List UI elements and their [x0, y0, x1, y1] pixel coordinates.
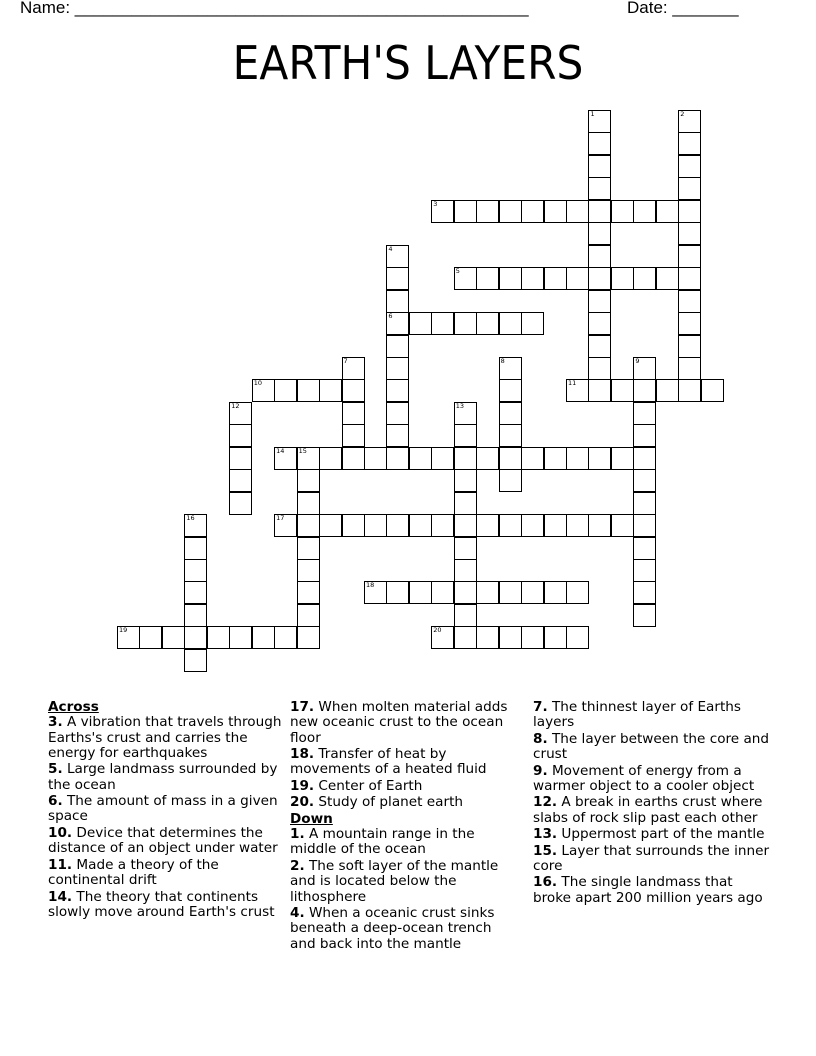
crossword-cell[interactable] [297, 604, 320, 627]
crossword-cell[interactable] [386, 514, 409, 537]
name-field-label: Name: ________________________________________________ [20, 0, 529, 17]
crossword-cell[interactable] [633, 581, 656, 604]
crossword-cell[interactable] [297, 492, 320, 515]
crossword-cell[interactable] [454, 559, 477, 582]
crossword-cell[interactable] [566, 581, 589, 604]
crossword-cell[interactable] [476, 626, 499, 649]
crossword-cell[interactable] [431, 447, 454, 470]
crossword-cell[interactable] [386, 447, 409, 470]
clue-text: Center of Earth [318, 777, 423, 794]
crossword-cell[interactable] [117, 626, 140, 649]
crossword-cell[interactable] [297, 559, 320, 582]
page-title: EARTH'S LAYERS [232, 36, 584, 90]
crossword-cell[interactable] [454, 604, 477, 627]
crossword-cell[interactable] [633, 492, 656, 515]
crossword-cell[interactable] [611, 200, 634, 223]
clue-number-label: 9 [635, 356, 640, 365]
clue-across-14 [48, 890, 284, 921]
crossword-cell[interactable] [566, 514, 589, 537]
clue-text: The theory that continents slowly move around Earth's crust [48, 888, 275, 920]
clue-number-label: 11 [568, 379, 577, 388]
clue-number: 17. [290, 699, 315, 715]
crossword-cell[interactable] [656, 267, 679, 290]
crossword-cell[interactable] [476, 200, 499, 223]
crossword-cell[interactable] [319, 379, 342, 402]
crossword-cell[interactable] [499, 581, 522, 604]
crossword-cell[interactable] [184, 649, 207, 672]
crossword-cell[interactable] [342, 424, 365, 447]
crossword-cell[interactable] [678, 290, 701, 313]
crossword-cell[interactable] [386, 290, 409, 313]
crossword-cell[interactable] [454, 402, 477, 425]
crossword-cell[interactable] [454, 267, 477, 290]
crossword-cell[interactable] [274, 514, 297, 537]
crossword-cell[interactable] [521, 447, 544, 470]
across-heading: Across [48, 699, 99, 715]
clue-text: Transfer of heat by movements of a heated fluid [290, 746, 487, 778]
crossword-cell[interactable] [499, 379, 522, 402]
crossword-cell[interactable] [431, 581, 454, 604]
crossword-cell[interactable] [454, 447, 477, 470]
crossword-cell[interactable] [499, 267, 522, 290]
crossword-cell[interactable] [342, 357, 365, 380]
crossword-cell[interactable] [566, 626, 589, 649]
crossword-cell[interactable] [678, 379, 701, 402]
crossword-cell[interactable] [454, 469, 477, 492]
clue-down-7 [533, 700, 773, 731]
clue-text: The thinnest layer of Earths layers [533, 699, 741, 731]
clue-across-18 [290, 747, 520, 778]
crossword-cell[interactable] [431, 626, 454, 649]
clue-down-15 [533, 844, 773, 875]
clue-number-label: 5 [455, 267, 460, 276]
clue-text: Device that determines the distance of an object under water [48, 824, 278, 857]
crossword-cell[interactable] [476, 312, 499, 335]
crossword-cell[interactable] [521, 514, 544, 537]
crossword-cell[interactable] [229, 492, 252, 515]
clue-across-11 [48, 858, 284, 889]
clue-across-6 [48, 794, 284, 825]
crossword-cell[interactable] [521, 581, 544, 604]
clue-number: 3. [48, 714, 63, 731]
crossword-cell[interactable] [588, 379, 611, 402]
crossword-cell[interactable] [297, 626, 320, 649]
crossword-cell[interactable] [184, 581, 207, 604]
crossword-cell[interactable] [633, 402, 656, 425]
clue-number-label: 6 [388, 312, 393, 321]
clues-column-1 [48, 700, 284, 921]
crossword-cell[interactable] [252, 379, 275, 402]
crossword-cell[interactable] [207, 626, 230, 649]
crossword-cell[interactable] [633, 514, 656, 537]
clue-text: A break in earths crust where slabs of rock slip past each other [533, 794, 763, 826]
clue-number-label: 18 [365, 581, 375, 590]
clue-number: 5. [48, 761, 63, 778]
clue-across-19 [290, 779, 520, 794]
crossword-cell[interactable] [544, 626, 567, 649]
clue-number: 16. [533, 874, 558, 891]
crossword-cell[interactable] [386, 267, 409, 290]
crossword-cell[interactable] [386, 357, 409, 380]
crossword-cell[interactable] [701, 379, 724, 402]
crossword-cell[interactable] [454, 537, 477, 560]
crossword-cell[interactable] [633, 379, 656, 402]
crossword-cell[interactable] [588, 132, 611, 155]
crossword-cell[interactable] [184, 559, 207, 582]
crossword-cell[interactable] [476, 581, 499, 604]
crossword-cell[interactable] [633, 447, 656, 470]
crossword-cell[interactable] [678, 267, 701, 290]
crossword-cell[interactable] [633, 200, 656, 223]
clue-across-5 [48, 762, 284, 793]
clue-number: 8. [533, 730, 548, 747]
clue-number: 1. [290, 826, 305, 843]
clue-number: 6. [48, 793, 63, 810]
crossword-cell[interactable] [274, 379, 297, 402]
down-heading: Down [290, 810, 333, 827]
crossword-cell[interactable] [386, 402, 409, 425]
clue-number: 20. [290, 794, 315, 811]
crossword-cell[interactable] [409, 581, 432, 604]
crossword-cell[interactable] [521, 267, 544, 290]
crossword-cell[interactable] [386, 312, 409, 335]
clue-text: A vibration that travels through Earths's crust and carries the energy for earthquakes [48, 714, 282, 761]
clue-number: 19. [290, 777, 315, 794]
crossword-cell[interactable] [611, 514, 634, 537]
crossword-cell[interactable] [588, 514, 611, 537]
crossword-cell[interactable] [364, 514, 387, 537]
crossword-cell[interactable] [252, 626, 275, 649]
crossword-cell[interactable] [184, 626, 207, 649]
crossword-cell[interactable] [476, 267, 499, 290]
crossword-cell[interactable] [364, 447, 387, 470]
crossword-cell[interactable] [499, 200, 522, 223]
crossword-cell[interactable] [521, 626, 544, 649]
clue-number: 13. [533, 826, 558, 843]
crossword-cell[interactable] [521, 200, 544, 223]
clue-number: 2. [290, 857, 305, 874]
crossword-cell[interactable] [319, 514, 342, 537]
date-field-label: Date: _______ [627, 0, 739, 17]
clue-number-label: 20 [433, 626, 442, 635]
crossword-cell[interactable] [633, 537, 656, 560]
crossword-cell[interactable] [588, 335, 611, 358]
crossword-cell[interactable] [588, 290, 611, 313]
crossword-cell[interactable] [162, 626, 185, 649]
crossword-cell[interactable] [521, 312, 544, 335]
crossword-cell[interactable] [588, 110, 611, 133]
crossword-cell[interactable] [454, 424, 477, 447]
crossword-cell[interactable] [454, 200, 477, 223]
clue-text: Large landmass surrounded by the ocean [48, 761, 278, 793]
crossword-cell[interactable] [588, 245, 611, 268]
clues-column-3 [533, 700, 773, 907]
clue-text: The layer between the core and crust [533, 730, 770, 763]
clue-across-17 [290, 700, 520, 746]
crossword-cell[interactable] [229, 402, 252, 425]
crossword-cell[interactable] [499, 424, 522, 447]
clue-number: 15. [533, 842, 558, 859]
crossword-cell[interactable] [499, 469, 522, 492]
clue-across-20 [290, 795, 520, 810]
crossword-cell[interactable] [229, 626, 252, 649]
crossword-cell[interactable] [678, 222, 701, 245]
clue-down-13 [533, 827, 773, 842]
crossword-cell[interactable] [499, 312, 522, 335]
clue-number-label: 15 [298, 446, 307, 455]
crossword-cell[interactable] [678, 200, 701, 223]
crossword-cell[interactable] [184, 514, 207, 537]
crossword-cell[interactable] [678, 110, 701, 133]
crossword-cell[interactable] [588, 155, 611, 178]
crossword-cell[interactable] [588, 177, 611, 200]
crossword-cell[interactable] [297, 514, 320, 537]
clue-number-label: 14 [276, 446, 285, 455]
clue-text: When a oceanic crust sinks beneath a deep-ocean trench and back into the mantle [290, 904, 495, 952]
clue-text: A mountain range in the middle of the ocean [290, 826, 475, 858]
crossword-cell[interactable] [454, 492, 477, 515]
crossword-cell[interactable] [544, 267, 567, 290]
crossword-cell[interactable] [588, 312, 611, 335]
clue-number-label: 7 [343, 356, 348, 365]
crossword-cell[interactable] [678, 155, 701, 178]
crossword-cell[interactable] [633, 424, 656, 447]
clue-down-9 [533, 764, 773, 795]
crossword-cell[interactable] [633, 357, 656, 380]
crossword-cell[interactable] [229, 469, 252, 492]
crossword-cell[interactable] [409, 312, 432, 335]
crossword-cell[interactable] [139, 626, 162, 649]
clue-number-label: 12 [231, 401, 240, 410]
crossword-cell[interactable] [229, 424, 252, 447]
crossword-cell[interactable] [588, 222, 611, 245]
crossword-cell[interactable] [678, 357, 701, 380]
clue-number-label: 4 [388, 244, 393, 253]
clue-number-label: 13 [455, 401, 465, 410]
crossword-cell[interactable] [499, 402, 522, 425]
clue-number: 4. [290, 904, 305, 921]
crossword-cell[interactable] [678, 312, 701, 335]
clue-down-4 [290, 906, 520, 952]
crossword-cell[interactable] [297, 447, 320, 470]
crossword-cell[interactable] [342, 447, 365, 470]
crossword-cell[interactable] [499, 514, 522, 537]
crossword-cell[interactable] [611, 267, 634, 290]
crossword-cell[interactable] [678, 132, 701, 155]
clue-text: Movement of energy from a warmer object to a cooler object [533, 762, 755, 794]
crossword-cell[interactable] [274, 626, 297, 649]
clue-number: 9. [533, 762, 548, 779]
clue-number-label: 17 [276, 514, 285, 523]
crossword-cell[interactable] [678, 177, 701, 200]
crossword-cell[interactable] [386, 379, 409, 402]
crossword-cell[interactable] [611, 447, 634, 470]
clue-down-12 [533, 795, 773, 826]
crossword-cell[interactable] [184, 604, 207, 627]
clue-text: The single landmass that broke apart 200 million years ago [533, 874, 763, 906]
clue-text: The amount of mass in a given space [48, 793, 278, 825]
crossword-cell[interactable] [454, 514, 477, 537]
crossword-cell[interactable] [678, 245, 701, 268]
clue-number: 10. [48, 824, 73, 841]
crossword-cell[interactable] [633, 559, 656, 582]
clue-number: 12. [533, 794, 558, 811]
crossword-cell[interactable] [297, 537, 320, 560]
crossword-cell[interactable] [678, 335, 701, 358]
crossword-cell[interactable] [342, 402, 365, 425]
clue-across-3 [48, 715, 284, 761]
clue-down-8 [533, 732, 773, 763]
clue-number-label: 10 [253, 379, 262, 388]
crossword-cell[interactable] [386, 581, 409, 604]
clue-number-label: 8 [500, 356, 505, 365]
crossword-cell[interactable] [454, 626, 477, 649]
crossword-cell[interactable] [386, 424, 409, 447]
crossword-cell[interactable] [499, 626, 522, 649]
crossword-cell[interactable] [588, 200, 611, 223]
crossword-cell[interactable] [297, 469, 320, 492]
clue-text: When molten material adds new oceanic crust to the ocean floor [290, 699, 508, 746]
crossword-cell[interactable] [409, 514, 432, 537]
crossword-cell[interactable] [566, 200, 589, 223]
crossword-cell[interactable] [588, 357, 611, 380]
clue-number-label: 16 [186, 514, 195, 523]
crossword-cell[interactable] [386, 245, 409, 268]
crossword-cell[interactable] [454, 312, 477, 335]
crossword-cell[interactable] [566, 447, 589, 470]
crossword-cell[interactable] [544, 200, 567, 223]
clues-column-2 [290, 700, 520, 953]
crossword-cell[interactable] [431, 312, 454, 335]
clue-number-label: 1 [590, 110, 595, 118]
clue-text: Study of planet earth [318, 794, 464, 811]
crossword-cell[interactable] [633, 604, 656, 627]
clue-text: Made a theory of the continental drift [48, 856, 219, 889]
clue-number-label: 3 [433, 199, 438, 208]
crossword-cell[interactable] [297, 581, 320, 604]
crossword-cell[interactable] [319, 447, 342, 470]
crossword-cell[interactable] [454, 581, 477, 604]
crossword-cell[interactable] [229, 447, 252, 470]
crossword-cell[interactable] [297, 379, 320, 402]
crossword-cell[interactable] [656, 200, 679, 223]
crossword-cell[interactable] [184, 537, 207, 560]
clue-text: The soft layer of the mantle and is located below the lithosphere [290, 857, 499, 905]
crossword-cell[interactable] [499, 447, 522, 470]
crossword-cell[interactable] [544, 447, 567, 470]
crossword-cell[interactable] [431, 200, 454, 223]
clue-number: 11. [48, 856, 73, 873]
crossword-cell[interactable] [431, 514, 454, 537]
clue-text: Layer that surrounds the inner core [533, 842, 770, 874]
clue-down-2 [290, 859, 520, 905]
crossword-cell[interactable] [588, 447, 611, 470]
crossword-cell[interactable] [633, 267, 656, 290]
crossword-cell[interactable] [656, 379, 679, 402]
crossword-cell[interactable] [274, 447, 297, 470]
crossword-cell[interactable] [544, 514, 567, 537]
crossword-cell[interactable] [566, 267, 589, 290]
crossword-cell[interactable] [364, 581, 387, 604]
crossword-cell[interactable] [386, 335, 409, 358]
crossword-cell[interactable] [611, 379, 634, 402]
crossword-cell[interactable] [544, 581, 567, 604]
clue-number: 18. [290, 746, 315, 763]
crossword-cell[interactable] [566, 379, 589, 402]
crossword-cell[interactable] [342, 514, 365, 537]
clue-down-1 [290, 827, 520, 858]
clue-number: 14. [48, 888, 73, 905]
clue-number-label: 19 [119, 626, 128, 635]
crossword-cell[interactable] [476, 514, 499, 537]
crossword-cell[interactable] [588, 267, 611, 290]
clue-number-label: 2 [680, 110, 685, 118]
clue-text: Uppermost part of the mantle [561, 826, 765, 843]
crossword-cell[interactable] [476, 447, 499, 470]
crossword-cell[interactable] [342, 379, 365, 402]
clue-down-16 [533, 875, 773, 906]
clue-number: 7. [533, 699, 548, 715]
clue-across-10 [48, 826, 284, 857]
crossword-cell[interactable] [633, 469, 656, 492]
crossword-cell[interactable] [409, 447, 432, 470]
crossword-cell[interactable] [499, 357, 522, 380]
